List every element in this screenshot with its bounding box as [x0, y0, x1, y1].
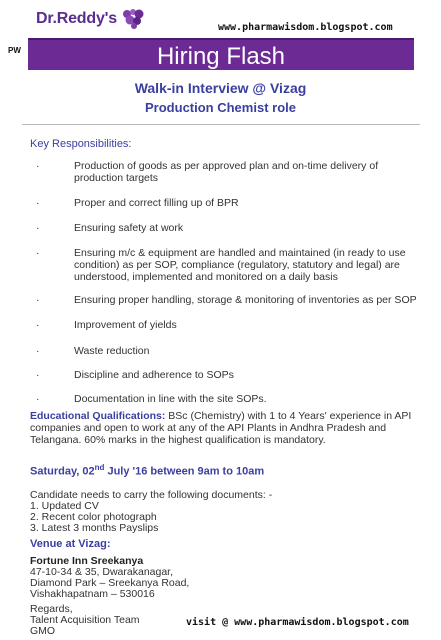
bullet: ·: [36, 319, 40, 331]
documents-intro: Candidate needs to carry the following documents: -: [30, 489, 273, 501]
bullet: ·: [36, 222, 40, 234]
responsibility-text: Improvement of yields: [74, 319, 177, 331]
responsibility-text: Ensuring m/c & equipment are handled and maintained (in ready to use condition) as per SOP, compliance (regulatory, statutory and legal) are understood, implemented and monitored on a daily basis: [74, 247, 406, 283]
address-line: 47-10-34 & 35, Dwarakanagar,: [30, 566, 174, 578]
address-line: Diamond Park – Sreekanya Road,: [30, 577, 190, 589]
interview-schedule: [30, 463, 264, 478]
responsibility-text: Ensuring proper handling, storage & monitoring of inventories as per SOP: [74, 294, 417, 306]
hiring-banner: [28, 38, 414, 70]
bullet: ·: [36, 345, 40, 357]
venue-name: Fortune Inn Sreekanya: [30, 555, 144, 567]
closing-line: Regards,: [30, 603, 73, 615]
logo-text: Dr.Reddy's: [36, 10, 117, 27]
bullet: ·: [36, 393, 40, 405]
role-title: Production Chemist role: [145, 100, 296, 115]
responsibility-text: Waste reduction: [74, 345, 150, 357]
interview-title: Walk-in Interview @ Vizag: [134, 80, 307, 96]
schedule-time: July '16 between 9am to 10am: [104, 465, 265, 478]
website-url-bottom: visit @ www.pharmawisdom.blogspot.com: [186, 617, 409, 628]
bullet: ·: [36, 294, 40, 306]
responsibility-text: Documentation in line with the site SOPs.: [74, 393, 267, 405]
responsibility-text: Production of goods as per approved plan and on-time delivery of production targets: [74, 160, 379, 184]
logo-heart-icon: [120, 8, 148, 30]
closing-signature: [30, 604, 140, 637]
bullet: ·: [36, 369, 40, 381]
document-item: 2. Recent color photograph: [30, 511, 157, 523]
bullet: ·: [36, 197, 40, 209]
venue-heading: Venue at Vizag:: [30, 538, 111, 550]
watermark-text: PW: [8, 46, 21, 55]
divider: [22, 124, 420, 125]
company-logo: [36, 8, 148, 30]
document-item: 1. Updated CV: [30, 500, 99, 512]
responsibility-text: Proper and correct filling up of BPR: [74, 197, 239, 209]
documents-list: [30, 490, 426, 534]
page-header: [0, 0, 441, 40]
education-text: BSc (Chemistry) with 1 to 4 Years' experience in API companies and open to work at any of the API Plants in Andhra Pradesh and Telangana. 60% marks in the highest qualification is mandatory.: [30, 410, 412, 446]
address-line: Vishakhapatnam – 530016: [30, 588, 155, 600]
responsibility-text: Ensuring safety at work: [74, 222, 184, 234]
document-item: 3. Latest 3 months Payslips: [30, 522, 159, 534]
schedule-ordinal: nd: [94, 463, 105, 472]
bullet: ·: [36, 247, 40, 259]
education-heading: Educational Qualifications:: [30, 410, 166, 422]
closing-line: Talent Acquisition Team: [30, 614, 140, 626]
banner-title: Hiring Flash: [156, 43, 286, 70]
schedule-day: Saturday, 02: [30, 465, 95, 478]
website-url-top: www.pharmawisdom.blogspot.com: [218, 22, 393, 33]
education-paragraph: [30, 410, 426, 446]
bullet: ·: [36, 160, 40, 172]
venue-address: [30, 556, 189, 600]
closing-line: GMO: [30, 625, 56, 637]
responsibilities-heading: Key Responsibilities:: [30, 138, 132, 150]
responsibility-text: Discipline and adherence to SOPs: [74, 369, 234, 381]
